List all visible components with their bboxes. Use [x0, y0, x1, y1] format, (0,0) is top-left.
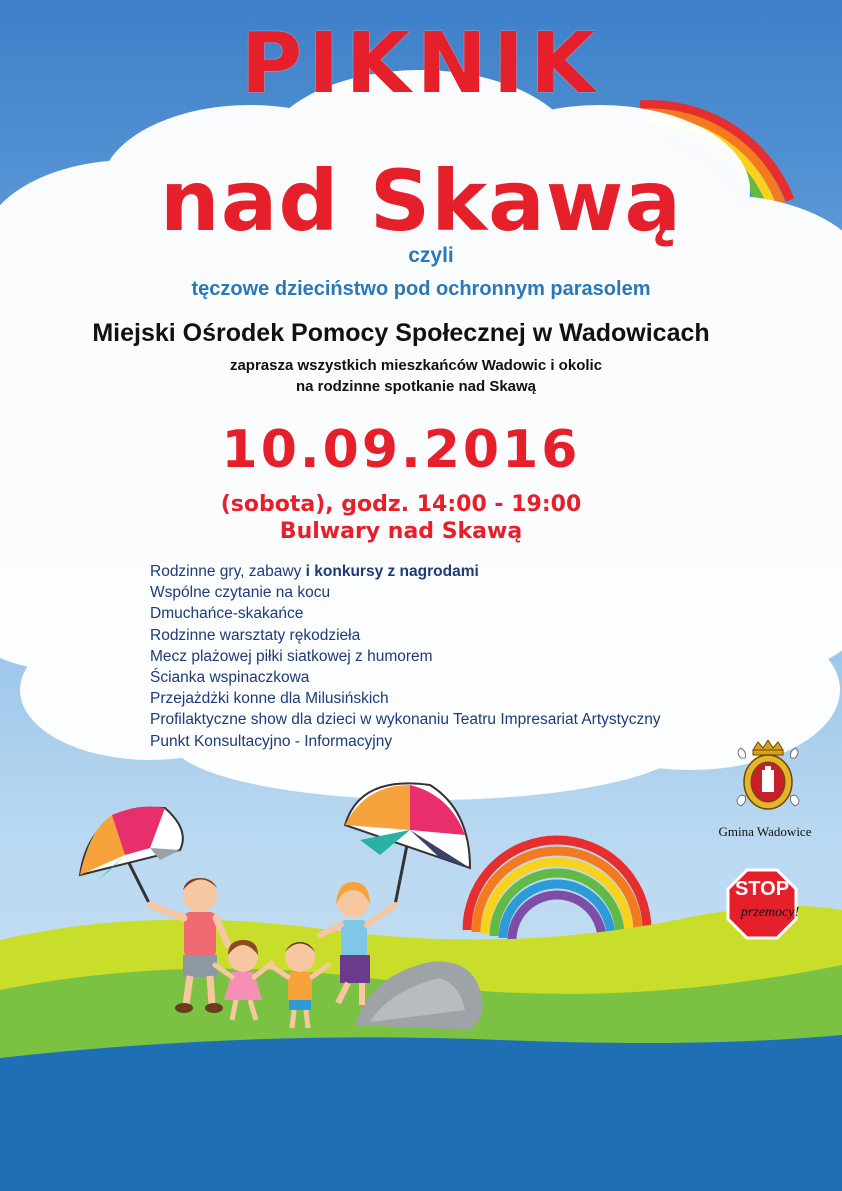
stop-label: STOP	[734, 878, 790, 900]
event-date: 10.09.2016	[221, 420, 581, 480]
list-item-bold: i konkursy z nagrodami	[305, 563, 479, 580]
list-item: Rodzinne warsztaty rękodzieła	[150, 626, 361, 644]
list-item	[150, 561, 770, 582]
list-item: Dmuchańce-skakańce	[150, 605, 304, 623]
list-item: Mecz plażowej piłki siatkowej z humorem	[150, 647, 433, 665]
gmina-name: Gmina Wadowice	[718, 824, 812, 839]
organizer-name: Miejski Ośrodek Pomocy Społecznej w Wadowicach	[92, 319, 710, 347]
event-place: Bulwary nad Skawą	[279, 519, 523, 544]
gmina-crest-icon	[733, 740, 803, 815]
list-item: Wspólne czytanie na kocu	[150, 584, 331, 602]
invite-line-1: zaprasza wszystkich mieszkańców Wadowic i okolic	[229, 357, 603, 374]
list-item: Ścianka wspinaczkowa	[150, 668, 310, 686]
stop-sub-label: przemocy!	[740, 905, 800, 920]
list-item: Przejażdżki konne dla Milusińskich	[150, 690, 389, 708]
title-line-1: PIKNIK	[240, 14, 602, 112]
list-item-text: Rodzinne gry, zabawy	[150, 563, 306, 580]
umbrella-left	[80, 807, 183, 905]
subtitle-tagline: tęczowe dzieciństwo pod ochronnym parasolem	[191, 278, 651, 300]
list-item: Punkt Konsultacyjno - Informacyjny	[150, 732, 393, 750]
subtitle-czyli: czyli	[408, 244, 454, 267]
invite-line-2: na rodzinne spotkanie nad Skawą	[295, 378, 537, 395]
title-line-2: nad Skawą	[159, 152, 683, 250]
river	[0, 1035, 842, 1191]
event-time: (sobota), godz. 14:00 - 19:00	[220, 492, 582, 517]
list-item: Profilaktyczne show dla dzieci w wykonaniu Teatru Impresariat Artystyczny	[150, 711, 661, 729]
activities-list	[150, 561, 770, 752]
rainbow-bottom	[467, 840, 647, 940]
